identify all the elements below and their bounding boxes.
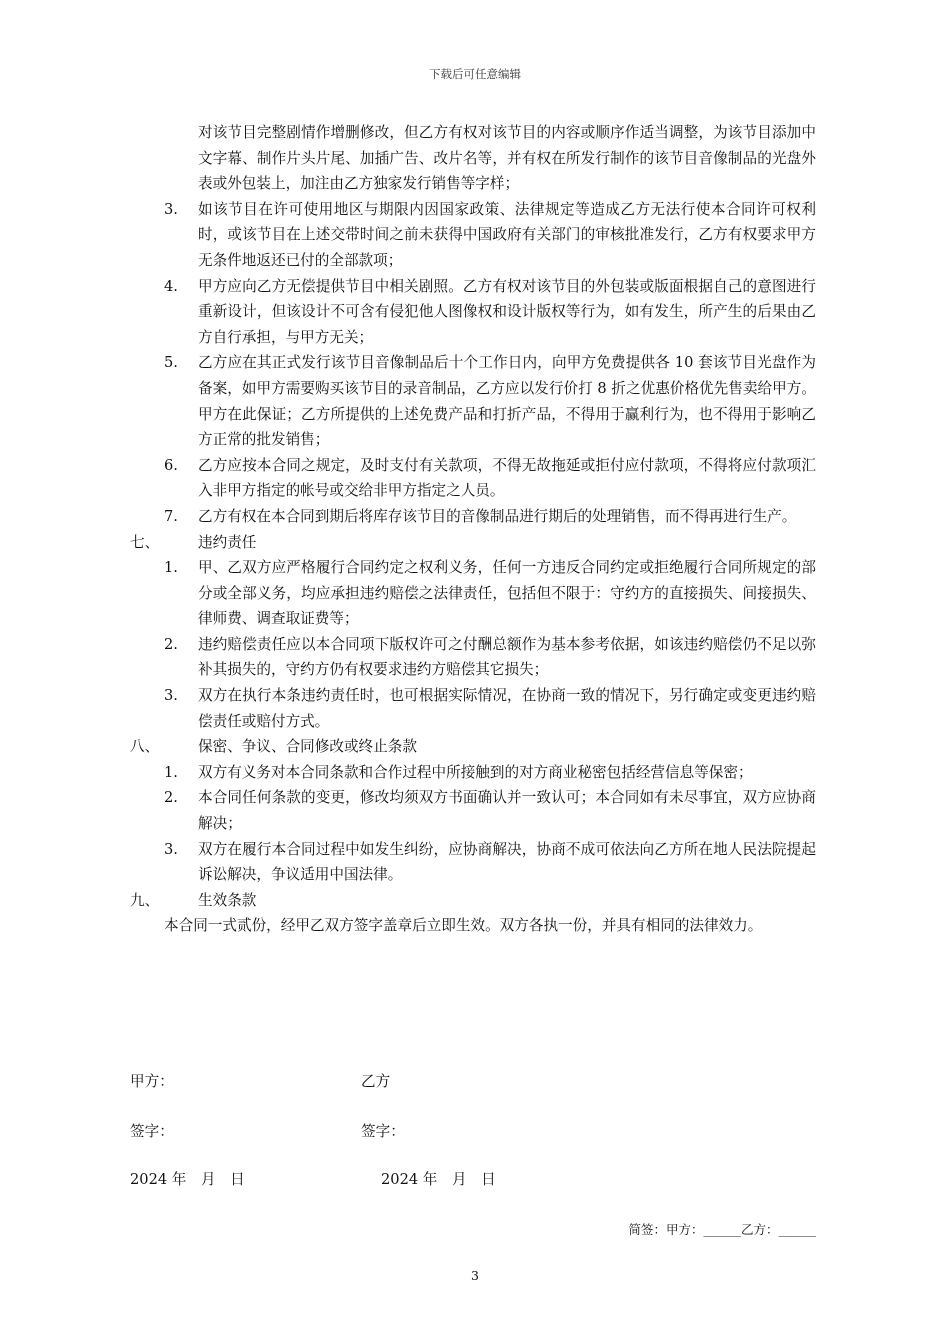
section-title: 违约责任 xyxy=(198,533,257,551)
item-number: 3. xyxy=(164,687,178,705)
list-item xyxy=(130,555,816,632)
list-item xyxy=(130,760,816,786)
party-a-signature-label: 签字： xyxy=(130,1123,174,1140)
party-a-label: 甲方： xyxy=(130,1073,174,1090)
party-b-label: 乙方 xyxy=(361,1073,391,1090)
section-heading-confidentiality xyxy=(130,734,816,760)
list-item xyxy=(130,632,816,683)
list-item xyxy=(130,197,816,274)
item-text: 双方在履行本合同过程中如发生纠纷，应协商解决，协商不成可依法向乙方所在地人民法院提起诉讼解决，争议适用中国法律。 xyxy=(198,840,816,884)
item-number: 4. xyxy=(164,277,178,295)
section-number: 八、 xyxy=(130,738,160,756)
item-text: 乙方应按本合同之规定，及时支付有关款项，不得无故拖延或拒付应付款项，不得将应付款项汇入非甲方指定的帐号或交给非甲方指定之人员。 xyxy=(198,456,816,500)
item-number: 1. xyxy=(164,559,178,577)
brief-signature-line: 简签：甲方：______乙方：______ xyxy=(628,1222,816,1237)
effectiveness-clause: 本合同一式贰份，经甲乙双方签字盖章后立即生效。双方各执一份，并具有相同的法律效力。 xyxy=(164,917,763,935)
item-text: 违约赔偿责任应以本合同项下版权许可之付酬总额作为基本参考依据，如该违约赔偿仍不足以弥补其损失的，守约方仍有权要求违约方赔偿其它损失； xyxy=(198,635,816,679)
item-number: 7. xyxy=(164,507,178,525)
item-text: 双方在执行本条违约责任时，也可根据实际情况，在协商一致的情况下，另行确定或变更违约赔偿责任或赔付方式。 xyxy=(198,687,816,730)
item-number: 2. xyxy=(164,789,178,807)
item-number: 3. xyxy=(164,840,178,858)
list-item xyxy=(130,683,816,734)
list-item xyxy=(130,453,816,504)
item-text: 乙方有权在本合同到期后将库存该节目的音像制品进行期后的处理销售，而不得再进行生产。 xyxy=(198,507,797,525)
item-number: 5. xyxy=(164,354,178,372)
item-text: 乙方应在其正式发行该节目音像制品后十个工作日内，向甲方免费提供各 10 套该节目光盘作为备案，如甲方需要购买该节目的录音制品，乙方应以发行价打 8 折之优惠价格优先售卖给甲方。甲方在此保证；乙方所提供的上述免费产品和打折产品，不得用于赢利行为，也不得用于影响乙方正常的批发销售； xyxy=(198,354,816,449)
item-number: 1. xyxy=(164,763,178,781)
contract-body xyxy=(130,120,816,939)
item-text: 双方有义务对本合同条款和合作过程中所接触到的对方商业秘密包括经营信息等保密； xyxy=(198,763,753,781)
party-a-date: 2024 年 月 日 xyxy=(130,1171,245,1188)
item-number: 3. xyxy=(164,200,178,218)
item-text: 如该节目在许可使用地区与期限内因国家政策、法律规定等造成乙方无法行使本合同许可权利时，或该节目在上述交带时间之前未获得中国政府有关部门的审核批准发行，乙方有权要求甲方无条件地返还已付的全部款项； xyxy=(198,200,816,269)
list-item xyxy=(130,274,816,351)
item-text: 甲、乙双方应严格履行合同约定之权利义务，任何一方违反合同约定或拒绝履行合同所规定的部分或全部义务，均应承担违约赔偿之法律责任，包括但不限于：守约方的直接损失、间接损失、律师费、调查取证费等； xyxy=(198,559,816,628)
party-b-date: 2024 年 月 日 xyxy=(381,1171,496,1188)
section-title: 保密、争议、合同修改或终止条款 xyxy=(198,738,417,756)
item-text: 本合同任何条款的变更，修改均须双方书面确认并一致认可；本合同如有未尽事宜，双方应协商解决； xyxy=(198,789,816,833)
item-number: 2. xyxy=(164,635,178,653)
list-item xyxy=(130,504,816,530)
page-header: 下载后可任意编辑 xyxy=(429,67,521,81)
continued-paragraph: 对该节目完整剧情作增删修改，但乙方有权对该节目的内容或顺序作适当调整，为该节目添加中文字幕、制作片头片尾、加插广告、改片名等，并有权在所发行制作的该节目音像制品的光盘外表或外包装上，加注由乙方独家发行销售等字样； xyxy=(198,124,816,193)
section-heading-breach xyxy=(130,530,816,556)
section-title: 生效条款 xyxy=(198,891,257,909)
party-b-signature-label: 签字： xyxy=(361,1123,405,1140)
section-heading-effectiveness xyxy=(130,888,816,914)
list-item xyxy=(130,785,816,836)
list-item xyxy=(130,837,816,888)
item-text: 甲方应向乙方无偿提供节目中相关剧照。乙方有权对该节目的外包装或版面根据自己的意图进行重新设计，但该设计不可含有侵犯他人图像权和设计版权等行为，如有发生，所产生的后果由乙方自行承担，与甲方无关； xyxy=(198,277,816,346)
section-number: 九、 xyxy=(130,891,160,909)
page-number: 3 xyxy=(471,1268,479,1283)
section-number: 七、 xyxy=(130,533,160,551)
item-number: 6. xyxy=(164,456,178,474)
list-item xyxy=(130,350,816,452)
